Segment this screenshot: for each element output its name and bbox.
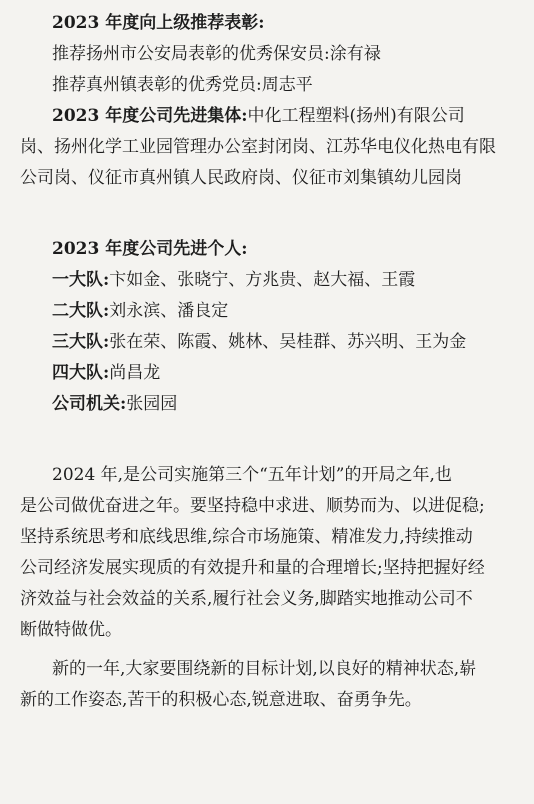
recommend-label: 推荐扬州市公安局表彰的优秀保安员: bbox=[52, 44, 330, 64]
recommend-line-guard bbox=[20, 39, 516, 70]
recommend-line-party bbox=[20, 70, 516, 101]
team-row bbox=[20, 327, 516, 358]
paragraph-line: 新的工作姿态,苦干的积极心态,锐意进取、奋勇争先。 bbox=[20, 690, 422, 710]
collective-line-1 bbox=[20, 101, 516, 132]
team-label: 一大队: bbox=[52, 270, 110, 290]
collective-line-3: 公司岗、仪征市真州镇人民政府岗、仪征市刘集镇幼儿园岗 bbox=[20, 168, 462, 188]
spacer bbox=[20, 646, 516, 654]
team-row bbox=[20, 265, 516, 296]
team-names: 尚昌龙 bbox=[109, 363, 161, 383]
team-names: 卞如金、张晓宁、方兆贵、赵大福、王霞 bbox=[109, 270, 416, 290]
collective-line-2: 岗、扬州化学工业园管理办公室封闭岗、江苏华电仪化热电有限 bbox=[20, 137, 496, 157]
individual-heading: 2023 年度公司先进个人: bbox=[52, 239, 248, 259]
spacer bbox=[20, 194, 516, 234]
team-row bbox=[20, 296, 516, 327]
team-label: 二大队: bbox=[52, 301, 110, 321]
team-label: 三大队: bbox=[52, 332, 110, 352]
paragraph-line: 是公司做优奋进之年。要坚持稳中求进、顺势而为、以进促稳; bbox=[20, 496, 485, 516]
team-label: 公司机关: bbox=[52, 394, 127, 414]
paragraph-new-year bbox=[20, 654, 516, 716]
recommend-label: 推荐真州镇表彰的优秀党员: bbox=[52, 75, 262, 95]
collective-heading: 2023 年度公司先进集体: bbox=[52, 106, 248, 126]
paragraph-line: 新的一年,大家要围绕新的目标计划,以良好的精神状态,崭 bbox=[52, 659, 477, 679]
spacer bbox=[20, 420, 516, 460]
team-names: 张在荣、陈霞、姚林、吴桂群、苏兴明、王为金 bbox=[109, 332, 467, 352]
team-row bbox=[20, 358, 516, 389]
paragraph-line: 坚持系统思考和底线思维,综合市场施策、精准发力,持续推动 bbox=[20, 527, 473, 547]
paragraph-line: 断做特做优。 bbox=[20, 620, 122, 640]
paragraph-line: 2024 年,是公司实施第三个“五年计划”的开局之年,也 bbox=[52, 465, 452, 485]
paragraph-plan bbox=[20, 460, 516, 646]
team-names: 刘永滨、潘良定 bbox=[109, 301, 229, 321]
team-label: 四大队: bbox=[52, 363, 110, 383]
team-names: 张园园 bbox=[126, 394, 178, 414]
recommend-heading: 2023 年度向上级推荐表彰: bbox=[52, 13, 265, 33]
recommend-value: 涂有禄 bbox=[329, 44, 381, 64]
recommend-value: 周志平 bbox=[261, 75, 313, 95]
team-row bbox=[20, 389, 516, 420]
paragraph-line: 济效益与社会效益的关系,履行社会义务,脚踏实地推动公司不 bbox=[20, 589, 473, 609]
collective-text: 中化工程塑料(扬州)有限公司 bbox=[247, 106, 465, 126]
paragraph-line: 公司经济发展实现质的有效提升和量的合理增长;坚持把握好经 bbox=[20, 558, 485, 578]
